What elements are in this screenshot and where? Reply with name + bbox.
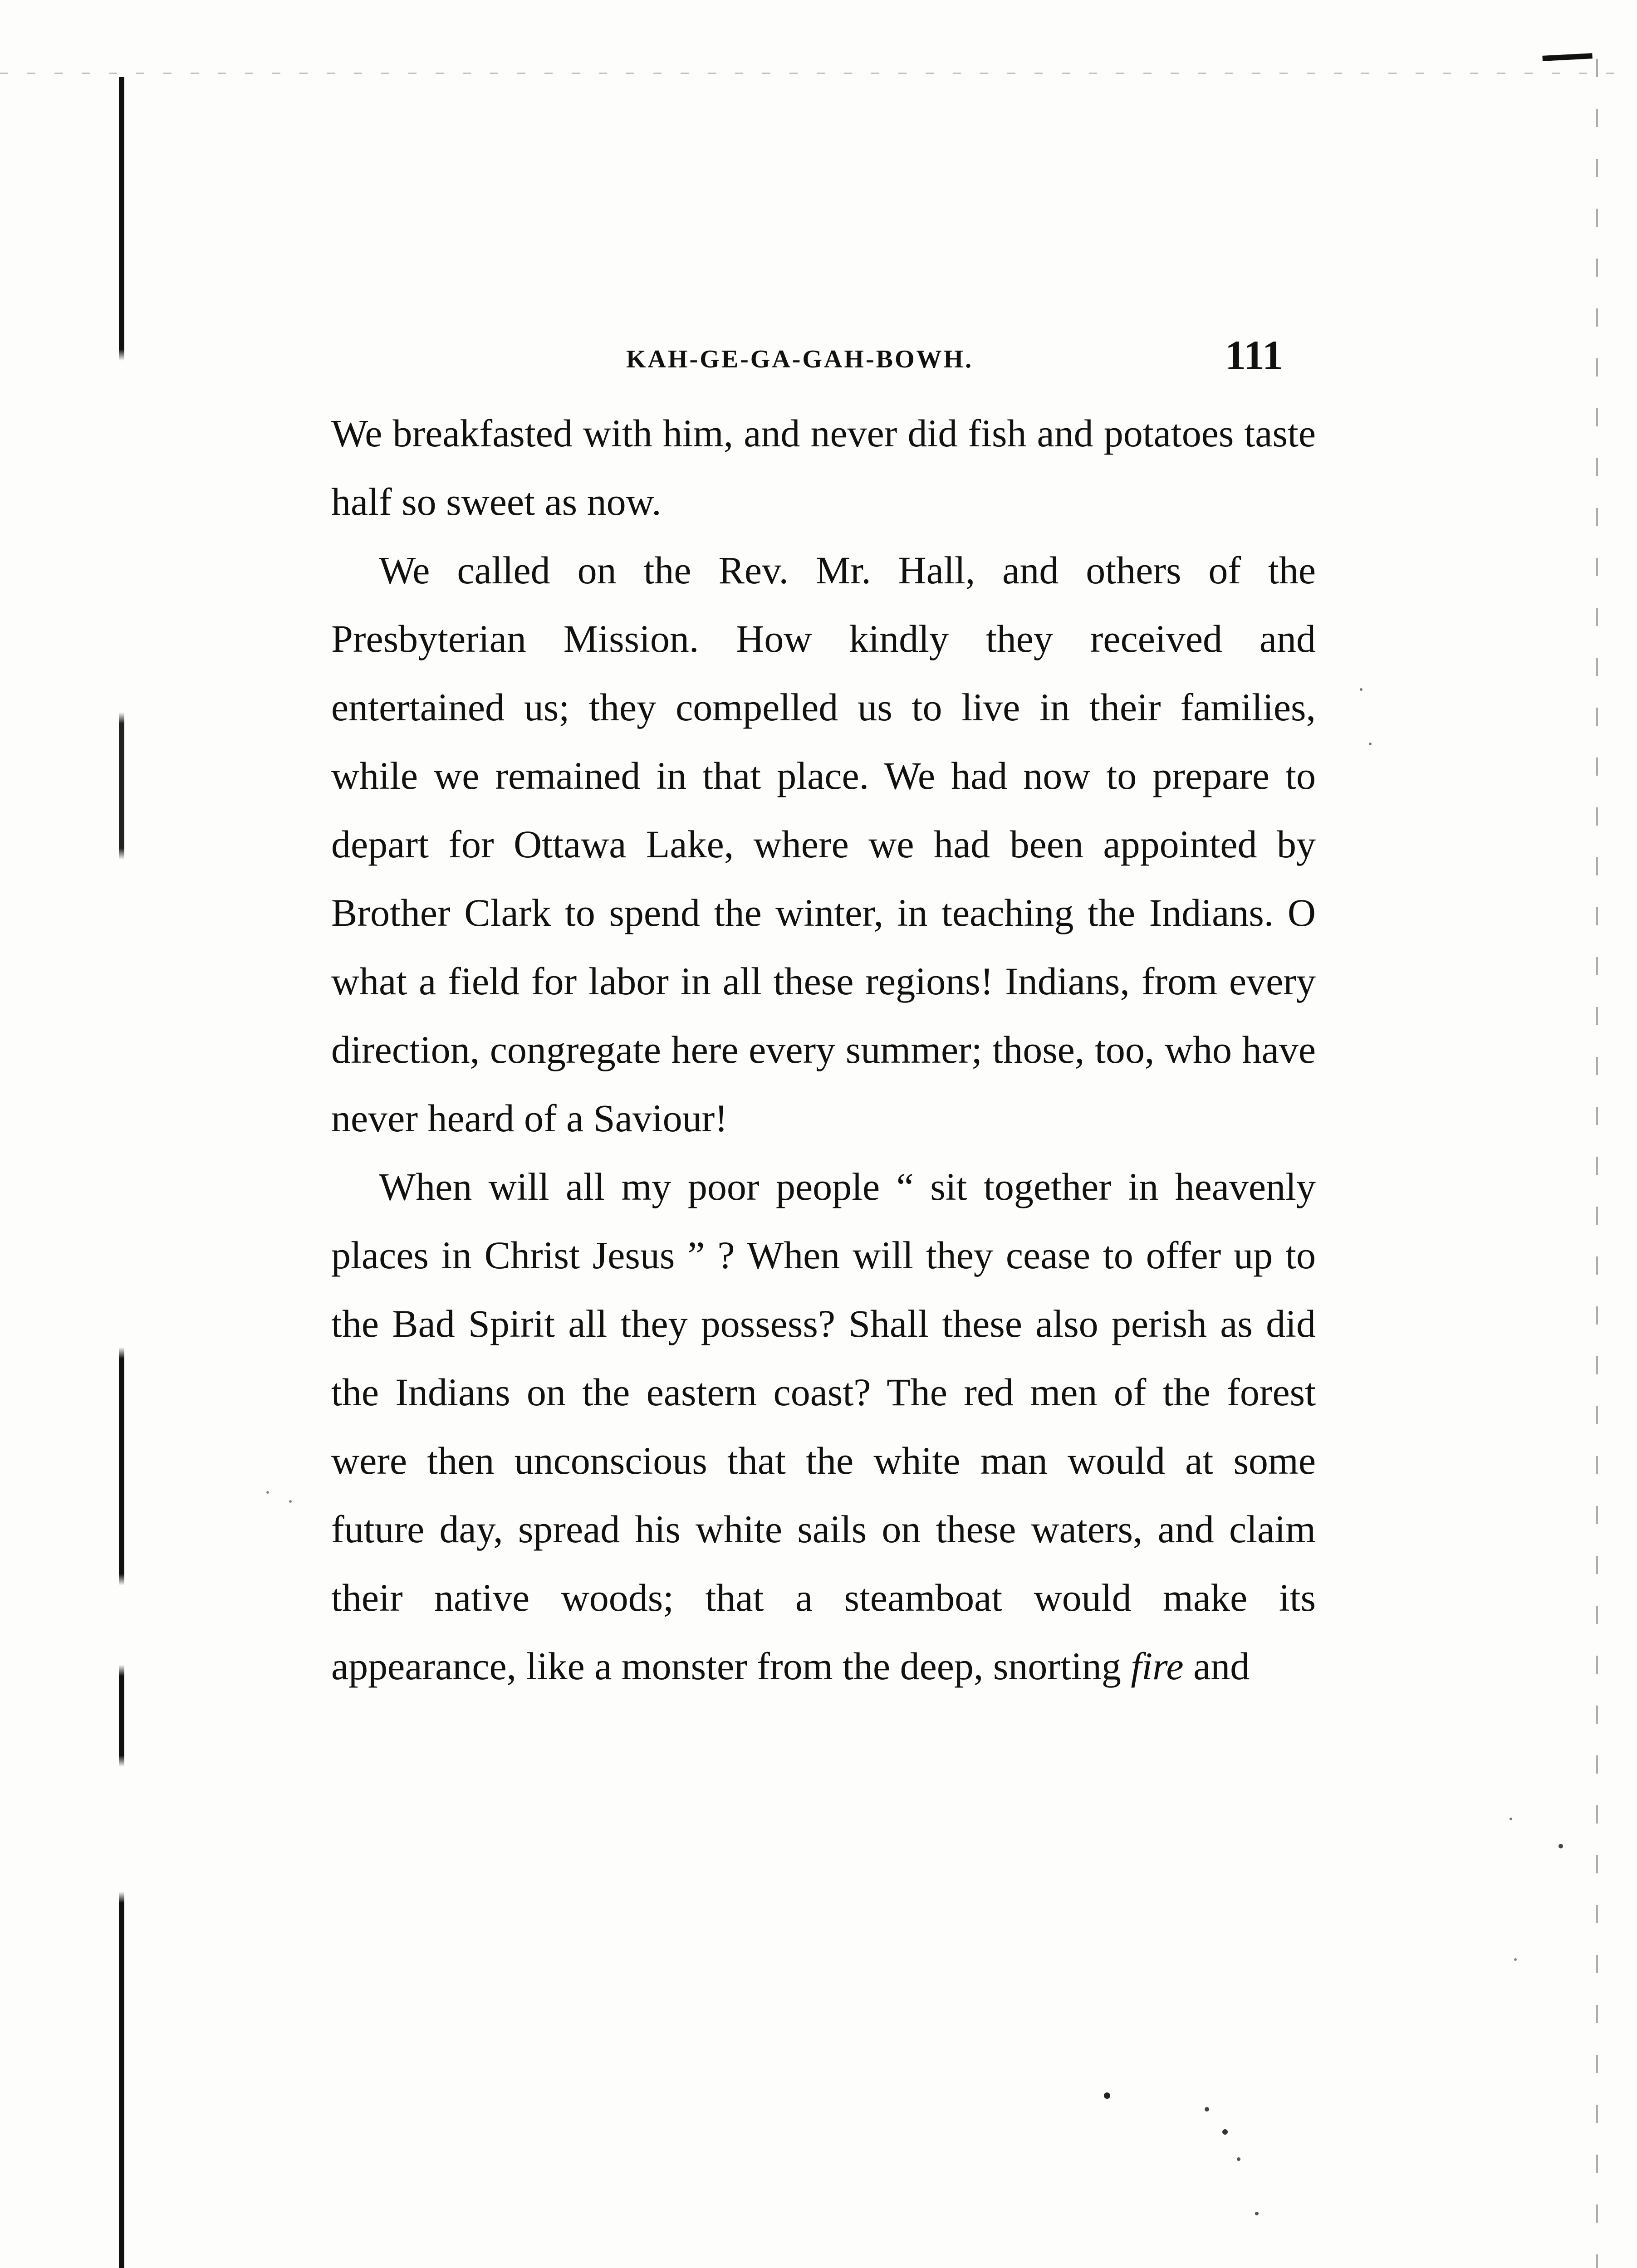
body-text xyxy=(331,399,1316,1701)
final-word: and xyxy=(1193,1644,1250,1688)
scan-top-edge xyxy=(0,73,1633,74)
scan-corner-mark xyxy=(1542,53,1593,68)
paragraph-continued: We breakfasted with him, and never did fish and potatoes taste half so sweet as now. xyxy=(331,411,1316,523)
scan-binding-edge xyxy=(119,77,124,2268)
italic-word: fire xyxy=(1131,1644,1184,1688)
page-number: 111 xyxy=(1225,332,1283,378)
scan-right-edge xyxy=(1596,59,1598,2268)
page-header xyxy=(0,331,1637,386)
running-head: KAH-GE-GA-GAH-BOWH. xyxy=(626,345,974,373)
paragraph-text: When will all my poor people “ sit together in heavenly places in Christ Jesus ” ? When will they cease to offer up to the Bad Spirit all they possess? Shall these also perish as did the Indians on the eastern coast? The red men of the forest were then unconscious that the white man would at some future day, spread his white sails on these waters, and claim their native woods; that a steamboat would make its appearance, like a monster from the deep, snorting xyxy=(331,1165,1316,1688)
paragraph-when-will-all xyxy=(331,1153,1316,1701)
paragraph-presbyterian-mission: We called on the Rev. Mr. Hall, and others of the Presbyterian Mission. How kindly they received and entertained us; they compelled us to live in their families, while we remained in that place. We had now to prepare to depart for Ottawa Lake, where we had been appointed by Brother Clark to spend the winter, in teaching the Indians. O what a field for labor in all these regions! Indians, from every direction, congregate here every summer; those, too, who have never heard of a Saviour! xyxy=(331,548,1316,1140)
